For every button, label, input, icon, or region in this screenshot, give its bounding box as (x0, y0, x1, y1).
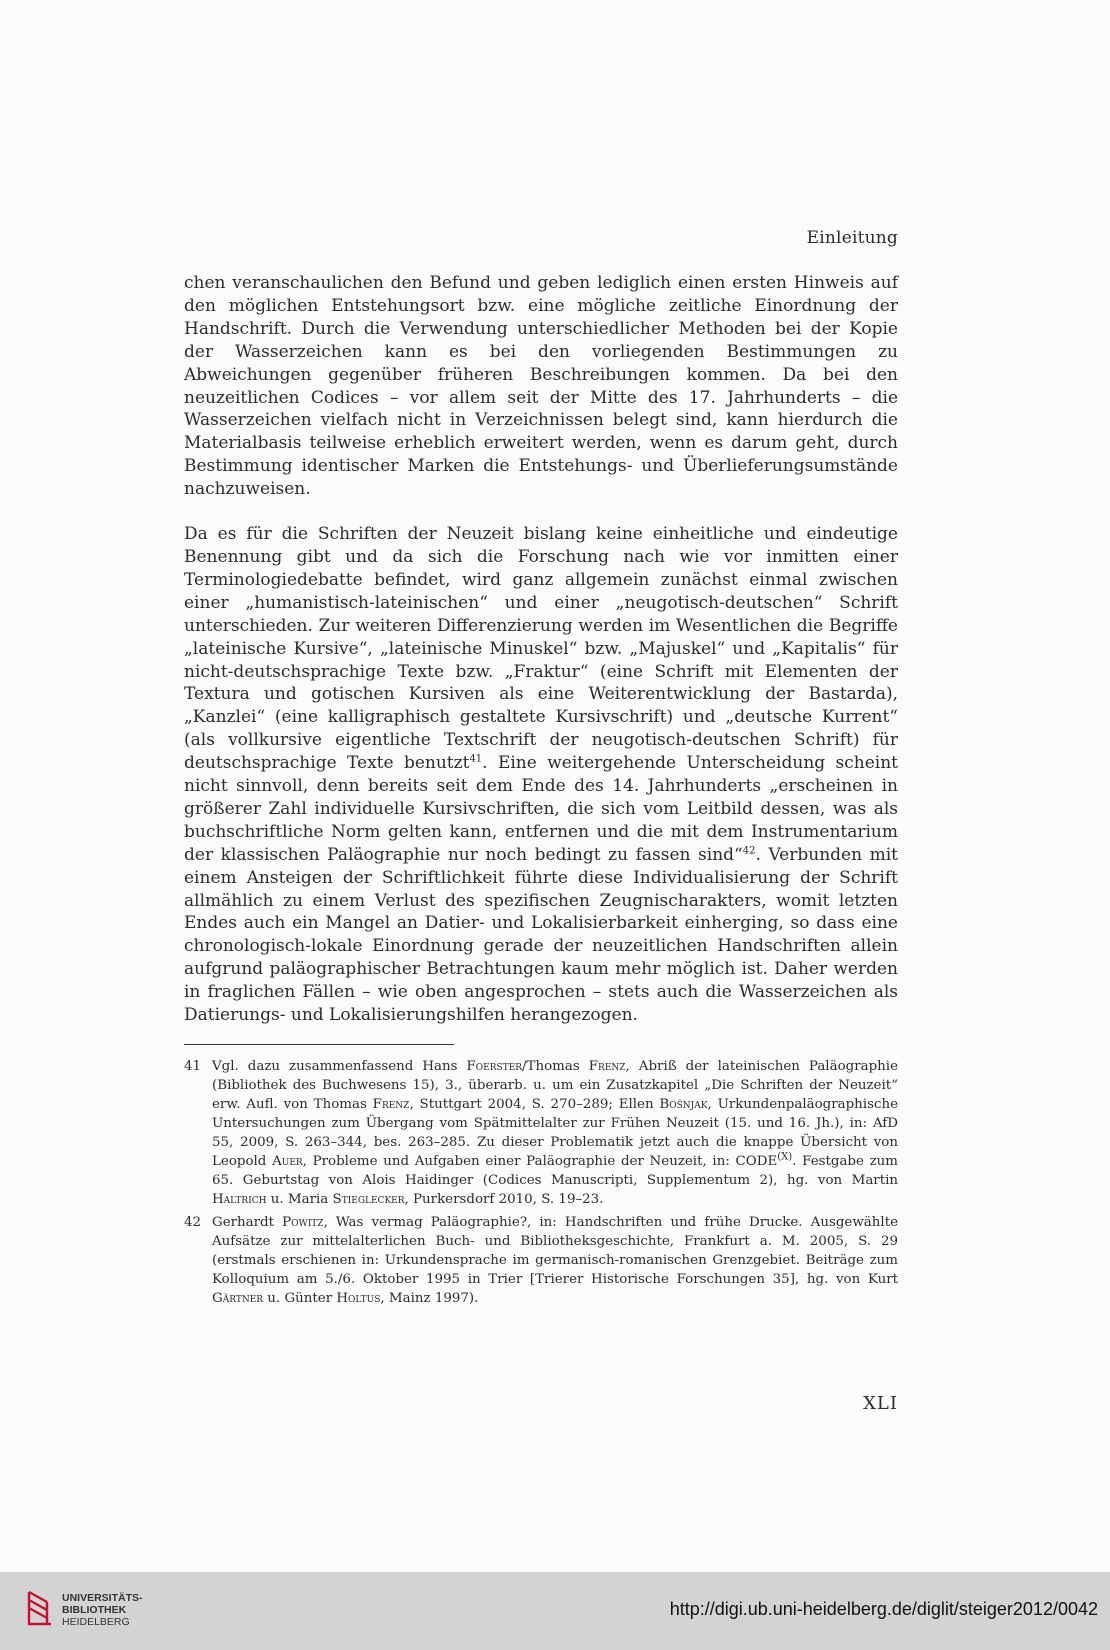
footnote-number: 41 (184, 1059, 202, 1074)
page-number: XLI (863, 1393, 898, 1414)
permalink-url[interactable]: http://digi.ub.uni-heidelberg.de/diglit/steiger2012/0042 (669, 1599, 1098, 1619)
footnote-number: 42 (184, 1215, 202, 1230)
footnote-41 (184, 1057, 898, 1209)
footnote-42 (184, 1213, 898, 1308)
paragraph-2-part-b: . Eine weitergehende Unterscheidung scheint nicht sinnvoll, denn bereits seit dem Ende des 14. Jahrhunderts „erscheinen in größerer Zahl individuelle Kursivschriften, die sich vom Leitbild dessen, was als buchschriftliche Norm gelten kann, entfernen und die mit dem Instrumentarium der klassischen Paläographie nur noch bedingt zu fassen sind“ (184, 753, 899, 865)
library-logo[interactable] (26, 1588, 143, 1632)
footnotes (184, 1057, 898, 1308)
footnote-text: Gerhardt Powitz, Was vermag Paläographie?, in: Handschriften und frühe Drucke. Ausgewählte Aufsätze zur mittelalterlichen Buch- und Bibliotheksgeschichte, Frankfurt a. M. 2005, S. 29 (erstmals erschienen in: Urkundensprache im germanisch-romanischen Grenzgebiet. Beiträge zum Kolloquium am 5./6. Oktober 1995 in Trier [Trierer Historische Forschungen 35], hg. von Kurt Gärtner u. Günter Holtus, Mainz 1997). (212, 1215, 898, 1306)
footnote-text: Vgl. dazu zusammenfassend Hans Foerster/Thomas Frenz, Abriß der lateinischen Paläographie (Bibliothek des Buchwesens 15), 3., überarb. u. um ein Zusatzkapitel „Die Schriften der Neuzeit“ erw. Aufl. von Thomas Frenz, Stuttgart 2004, S. 270–289; Ellen Bošnjak, Urkundenpaläographische Untersuchungen zum Übergang vom Spätmittelalter zur Frühen Neuzeit (15. und 16. Jh.), in: AfD 55, 2009, S. 263–344, bes. 263–285. Zu dieser Problematik jetzt auch die knappe Übersicht von Leopold Auer, Probleme und Aufgaben einer Paläographie der Neuzeit, in: $CODE^{(X)}$. Festgabe zum 65. Geburtstag von Alois Haidinger (Codices Manuscripti, Supplementum 2), hg. von Martin Haltrich u. Maria Stieglecker, Purkersdorf 2010, S. 19–23. (212, 1059, 899, 1207)
footer-bar (0, 1572, 1110, 1650)
footnote-ref-41[interactable]: 41 (469, 753, 483, 765)
paragraph-2 (184, 523, 898, 1027)
paragraph-2-part-a: Da es für die Schriften der Neuzeit bislang keine einheitliche und eindeutige Benennung gibt und da sich die Forschung nach wie vor inmitten einer Terminologiedebatte befindet, wird ganz allgemein zunächst einmal zwischen einer „humanistisch-lateinischen“ und einer „neugotisch-deutschen“ Schrift unterschieden. Zur weiteren Differenzierung werden im Wesentlichen die Begriffe „lateinische Kursive“, „lateinische Minuskel“ bzw. „Majuskel“ und „Kapitalis“ für nicht-deutschsprachige Texte bzw. „Fraktur“ (eine Schrift mit Elementen der Textura und gotischen Kursiven als eine Weiterentwicklung der Bastarda), „Kanzlei“ (eine kalligraphisch gestaltete Kursivschrift) und „deutsche Kurrent“ (als vollkursive eigentliche Textschrift der neugotisch-deutschen Schrift) für deutschsprachige Texte benutzt (184, 524, 898, 774)
body-text (184, 272, 898, 1027)
library-logo-icon (26, 1588, 54, 1632)
running-head: Einleitung (806, 228, 898, 248)
paragraph-1: chen veranschaulichen den Befund und geben lediglich einen ersten Hinweis auf den möglichen Entstehungsort bzw. eine mögliche zeitliche Einordnung der Handschrift. Durch die Verwendung unterschiedlicher Methoden bei der Kopie der Wasserzeichen kann es bei den vorliegenden Bestimmungen zu Abweichungen gegenüber früheren Beschreibungen kommen. Da bei den neuzeitlichen Codices – vor allem seit der Mitte des 17. Jahrhunderts – die Wasserzeichen vielfach nicht in Verzeichnissen belegt sind, kann hierdurch die Materialbasis teilweise erheblich erweitert werden, wenn es darum geht, durch Bestimmung identischer Marken die Entstehungs- und Überlieferungsumstände nachzuweisen. (184, 273, 898, 500)
footnote-ref-42[interactable]: 42 (742, 845, 756, 857)
footnote-rule (184, 1044, 454, 1045)
library-logo-text: UNIVERSITÄTS- BIBLIOTHEK HEIDELBERG (62, 1592, 143, 1628)
paragraph-2-part-c: . Verbunden mit einem Ansteigen der Schriftlichkeit führte diese Individualisierung der Schrift allmählich zu einem Verlust des spezifischen Zeugnischarakters, womit letzten Endes auch ein Mangel an Datier- und Lokalisierbarkeit einherging, so dass eine chronologisch-lokale Einordnung gerade der neuzeitlichen Handschriften allein aufgrund paläographischer Betrachtungen kaum mehr möglich ist. Daher werden in fraglichen Fällen – wie oben angesprochen – stets auch die Wasserzeichen als Datierungs- und Lokalisierungshilfen herangezogen. (184, 844, 898, 1026)
